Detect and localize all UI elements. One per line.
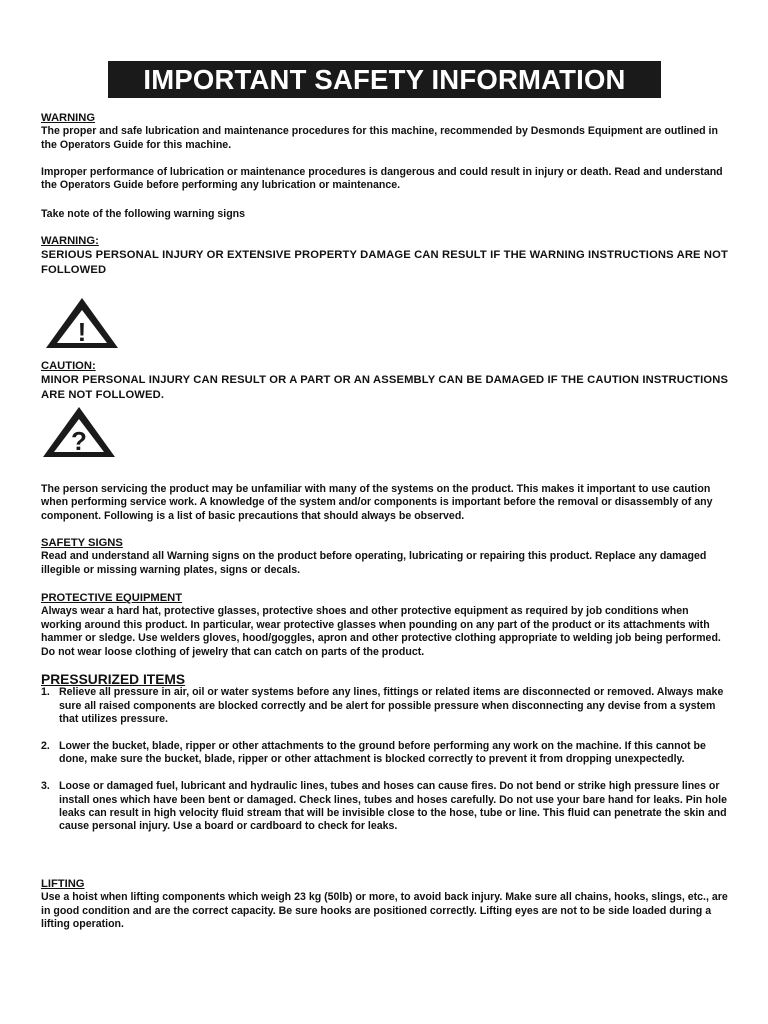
list-item-number: 1. [41, 686, 50, 699]
lifting-section [41, 878, 731, 932]
page-title: IMPORTANT SAFETY INFORMATION [143, 63, 626, 95]
protective-text: Always wear a hard hat, protective glasses, protective shoes and other protective equipment as required by job conditions when working around this product. In particular, wear protective glasses when pounding on any part of the product or its attachments with hammer or sledge. Use welders gloves, hood/goggles, apron and other protective clothing appropriate to welding job being performed. Do not wear loose clothing of jewelry that can catch on parts of the product. [41, 605, 721, 658]
intro-paragraph-2: Improper performance of lubrication or maintenance procedures is dangerous and could result in injury or death. Read and understand the Operators Guide before performing any lubrication or maintenance. [41, 166, 723, 192]
list-item-number: 2. [41, 740, 50, 753]
caution-triangle-icon [41, 405, 117, 459]
pressurized-items-section [41, 673, 731, 847]
list-item-number: 3. [41, 780, 50, 793]
list-item [41, 686, 731, 726]
pressurized-heading: PRESSURIZED ITEMS [41, 672, 186, 687]
lifting-heading: LIFTING [41, 878, 85, 890]
safety-signs-heading: SAFETY SIGNS [41, 537, 123, 549]
list-item-text: Loose or damaged fuel, lubricant and hydraulic lines, tubes and hoses can cause fires. Do not bend or strike high pressure lines or install ones which have been bent or damaged. Check lines, tubes and hoses carefully. Do not use your bare hand for leaks. Pin hole leaks can result in high velocity fluid stream that will be invisible close to the hose, tube or line. This fluid can penetrate the skin and cause personal injury. Use a board or cardboard to check for leaks. [59, 780, 727, 833]
protective-equipment-section [41, 592, 731, 659]
warning2-text: SERIOUS PERSONAL INJURY OR EXTENSIVE PROPERTY DAMAGE CAN RESULT IF THE WARNING INSTRUCTIONS ARE NOT FOLLOWED [41, 249, 728, 277]
warning-intro-section [41, 112, 731, 152]
pressurized-list [41, 686, 731, 833]
protective-heading: PROTECTIVE EQUIPMENT [41, 592, 183, 604]
lifting-text: Use a hoist when lifting components which weigh 23 kg (50lb) or more, to avoid back injury. Make sure all chains, hooks, slings, etc., are in good condition and are the correct capacity. Be sure hooks are positioned correctly. Lifting eyes are not to be side loaded during a lifting operation. [41, 891, 728, 931]
intro-paragraph-1: The proper and safe lubrication and maintenance procedures for this machine, recommended by Desmonds Equipment are outlined in the Operators Guide for this machine. [41, 125, 718, 151]
list-item [41, 780, 731, 834]
warning-symbol: ! [77, 317, 87, 347]
list-item-text: Relieve all pressure in air, oil or water systems before any lines, fittings or related items are disconnected or removed. Always make sure all raised components are blocked correctly and be alert for possible pressure when disconnecting any devise from a system that utilizes pressure. [59, 686, 724, 726]
intro-paragraph-3: Take note of the following warning signs [41, 208, 246, 220]
caution-symbol: ? [71, 426, 87, 456]
servicing-paragraph: The person servicing the product may be unfamiliar with many of the systems on the product. This makes it important to use caution when performing service work. A knowledge of the system and/or components is important before the removal or disassembly of any component. Following is a list of basic precautions that should always be observed. [41, 483, 713, 522]
caution-heading: CAUTION: [41, 360, 96, 372]
warning2-heading: WARNING: [41, 235, 99, 247]
warning-triangle-icon [44, 296, 120, 350]
list-item-text: Lower the bucket, blade, ripper or other attachments to the ground before performing any work on the machine. If this cannot be done, make sure the bucket, blade, ripper or other attachment is blocked correctly to prevent it from dropping unexpectedly. [59, 740, 706, 766]
caution-definition-section [41, 360, 731, 403]
warning-definition-section [41, 235, 731, 278]
warning-heading: WARNING [41, 112, 96, 124]
safety-signs-text: Read and understand all Warning signs on the product before operating, lubricating or repairing this product. Replace any damaged illegible or missing warning plates, signs or decals. [41, 550, 707, 576]
list-item [41, 740, 731, 767]
title-banner [108, 61, 661, 98]
safety-signs-section [41, 537, 731, 577]
caution-text: MINOR PERSONAL INJURY CAN RESULT OR A PART OR AN ASSEMBLY CAN BE DAMAGED IF THE CAUTION INSTRUCTIONS ARE NOT FOLLOWED. [41, 374, 729, 402]
